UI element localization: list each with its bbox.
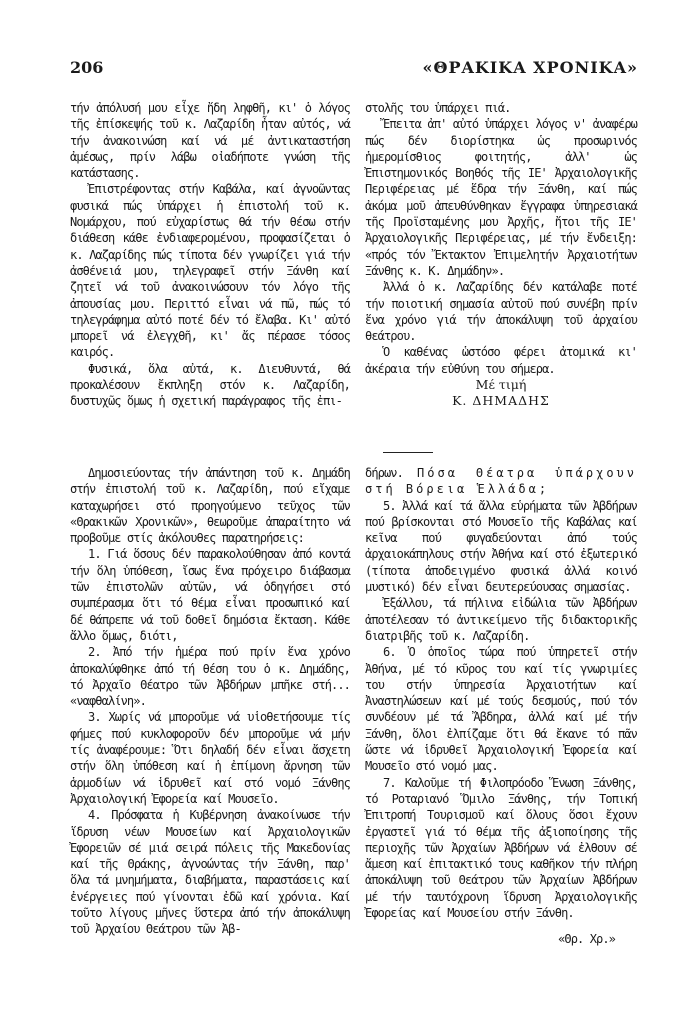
- editor-initials: «Θρ. Χρ.»: [558, 932, 615, 947]
- paragraph: 4. Πρόσφατα ἡ Κυβέρνηση ἀνακοίνωσε τήν ἵδρυση νέων Μουσείων καί Ἀρχαιολογικῶν Ἐφορειῶν σέ μιά σειρά πόλεις τῆς Μακεδονίας καί τῆς Θράκης, ἀγνοώντας τήν Ξάνθη, παρ' ὅλα τά μνημήματα, διαβήματα, παραστάσεις καί ἐνέργειες πού γίνονται ἐδῶ καί χρόνια. Καί τοῦτο λίγους μῆνες ὕστερα ἀπό τήν ἀποκάλυψη τοῦ Ἀρχαίου Θεάτρου τῶν Ἀβ-: [70, 808, 350, 937]
- paragraph: Ὁ καθένας ὡστόσο φέρει ἀτομικά κι' ἀκέραια τήν εὐθύνη του σήμερα.: [365, 345, 637, 376]
- paragraph: Ἔπειτα ἀπ' αὐτό ὑπάρχει λόγος ν' ἀναφέρω πώς δέν διορίστηκα ὡς προσωρινός ἡμερομίσθιος φοιτητής, ἀλλ' ὡς Ἐπιστημονικός Βοηθός τῆς ΙΕ' Ἀρχαιολογικῆς Περιφέρειας μέ ἕδρα τήν Ξάνθη, καί πώς ἀκόμα μοῦ ἀπευθύνθηκαν ἔγγραφα ὑπηρεσιακά τῆς Προϊσταμένης μου Ἀρχῆς, ἤτοι τῆς ΙΕ' Ἀρχαιολογικῆς Περιφέρειας, μέ τήν ἔνδειξη: «πρός τόν Ἔκτακτον Ἐπιμελητήν Ἀρχαιοτήτων Ξάνθης κ. Κ. Δημάδην».: [365, 117, 637, 278]
- paragraph: Ἐξάλλου, τά πήλινα εἰδώλια τῶν Ἀβδήρων ἀποτέλεσαν τό ἀντικείμενο τῆς διδακτορικῆς διατριβῆς τοῦ κ. Λαζαρίδη.: [365, 596, 637, 643]
- paragraph: 7. Καλοῦμε τή Φιλοπρόοδο Ἕνωση Ξάνθης, τό Ροταριανό Ὅμιλο Ξάνθης, τήν Τοπική Ἐπιτροπή Τουρισμοῦ καί ὅλους ὅσοι ἔχουν ἐργαστεῖ γιά τό θέμα τῆς ἀξιοποίησης τῆς περιοχῆς τῶν Ἀρχαίων Ἀβδήρων νά ἐλθουν σέ ἄμεση καί ἐπιτακτικό τους καθῆκον τήν πλήρη ἀποκάλυψη τοῦ Θεάτρου τῶν Ἀρχαίων Ἀβδήρων μέ τήν ταυτόχρονη ἵδρυση Ἀρχαιολογικῆς Ἐφορείας καί Μουσείου στήν Ξάνθη.: [365, 775, 637, 921]
- journal-title: «ΘΡΑΚΙΚΑ ΧΡΟΝΙΚΑ»: [422, 58, 638, 77]
- paragraph: Φυσικά, ὅλα αὐτά, κ. Διευθυντά, θά προκαλέσουν ἔκπληξη στόν κ. Λαζαρίδη, δυστυχῶς ὅμως ἡ σχετική παράγραφος τῆς ἐπι-: [70, 361, 350, 409]
- paragraph: 3. Χωρίς νά μποροῦμε νά υἱοθετήσουμε τίς φήμες πού κυκλοφοροῦν δέν μποροῦμε νά μήν τίς ἀναφέρουμε: Ὅτι δηλαδή δέν εἶναι ἄσχετη στήν ὅλη ὑπόθεση καί ἡ ἐπίμονη ἄρνηση τῶν ἁρμοδίων νά ἱδρυθεῖ καί στό νομό Ξάνθης Ἀρχαιολογική Ἐφορεία καί Μουσεῖο.: [70, 710, 350, 806]
- paragraph: Δημοσιεύοντας τήν ἀπάντηση τοῦ κ. Δημάδη στήν ἐπιστολή τοῦ κ. Λαζαρίδη, πού εἴχαμε καταχωρήσει στό προηγούμενο τεῦχος τῶν «Θρακικῶν Χρονικῶν», θεωροῦμε ἀπαραίτητο νά προβοῦμε στίς ἀκόλουθες παρατηρήσεις:: [70, 466, 350, 546]
- section-divider: [383, 452, 433, 453]
- paragraph: στολῆς του ὑπάρχει πιά.: [365, 101, 511, 115]
- running-header: [58, 58, 638, 82]
- paragraph: τήν ἀπόλυσή μου εἶχε ἤδη ληφθῆ, κι' ὁ λόγος τῆς ἐπίσκεψής τοῦ κ. Λαζαρίδη ἦταν αὐτός, νά τήν ἀνακοινώση καί νά μέ ἀντικαταστήση ἀμέσως, πρίν λάβω οἰαδήποτε γνώση τῆς κατάστασης.: [70, 101, 350, 181]
- continuation-word: δήρων.: [365, 466, 403, 480]
- paragraph: 1. Γιά ὅσους δέν παρακολούθησαν ἀπό κοντά τήν ὅλη ὑπόθεση, ἴσως ἕνα πρόχειρο διάβασμα τῶν ἐπιστολῶν αὐτῶν, νά ὁδηγήσει στό συμπέρασμα ὅτι τό θέμα εἶναι προσωπικό καί δέ θάπρεπε νά τοῦ δοθεῖ δημόσια ἔκταση. Κάθε ἄλλο ὅμως, διότι,: [70, 547, 350, 643]
- closing-salutation: Μέ τιμή: [475, 377, 527, 393]
- paragraph: Ἐπιστρέφοντας στήν Καβάλα, καί ἀγνοῶντας φυσικά πώς ὑπάρχει ἡ ἐπιστολή τοῦ κ. Νομάρχου, πού εὐχαρίστως θά τήν θέσω στήν διάθεση κάθε ἐνδιαφερομένου, προφασίζεται ὁ κ. Λαζαρίδης πώς τίποτα δέν γνωρίζει γιά τήν ἀσθένειά μου, τηλεγραφεῖ στήν Ξάνθη καί ζητεῖ νά τοῦ ἀνακοινώσουν τόν λόγο τῆς ἀπουσίας μου. Περιττό εἶναι νά πῶ, πώς τό τηλεγράφημα αὐτό ποτέ δέν τό ἔλαβα. Κι' αὐτό μπορεῖ νά ἐλεγχθῆ, κι' ἄς πέρασε τόσος καιρός.: [70, 182, 350, 360]
- paragraph: 2. Ἀπό τήν ἡμέρα πού πρίν ἕνα χρόνο ἀποκαλύφθηκε ἀπό τή θέση του ὁ κ. Δημάδης, τό Ἀρχαῖο Θέατρο τῶν Ἀβδήρων μπῆκε στή... «ναφθαλίνη».: [70, 645, 350, 709]
- letter-right-column: [365, 100, 637, 410]
- reply-right-column: [365, 465, 637, 948]
- paragraph: 6. Ὁ ὁποῖος τώρα πού ὑπηρετεῖ στήν Ἀθήνα, μέ τό κῦρος του καί τίς γνωριμίες του στήν ὑπηρεσία Ἀρχαιοτήτων καί Ἀναστηλώσεων καί μέ τούς δεσμούς, πού τόν συνδέουν μέ τά Ἄβδηρα, ἀλλά καί μέ τήν Ξάνθη, ὅλοι ἐλπίζαμε ὅτι θά ἔκανε τό πᾶν ὥστε νά ἱδρυθεῖ Ἀρχαιολογική Ἐφορεία καί Μουσεῖο στό νομό μας.: [365, 645, 637, 774]
- letter-left-column: [70, 100, 350, 410]
- paragraph: 5. Ἀλλά καί τά ἄλλα εὑρήματα τῶν Ἀβδήρων πού βρίσκονται στό Μουσεῖο τῆς Καβάλας καί κεῖνα πού φυγαδεύονται ἀπό τούς ἀρχαιοκάπηλους στήν Ἀθήνα καί στό ἐξωτερικό (τίποτα ἀποδειγμένο φυσικά ἀλλά κοινό μυστικό) δέν εἶναι δευτερεύουσας σημασίας.: [365, 498, 637, 595]
- page-number: 206: [70, 58, 104, 77]
- paragraph-continuation: [365, 465, 637, 498]
- signature: Κ. ΔΗΜΑΔΗΣ: [452, 393, 550, 409]
- reply-left-column: [70, 465, 350, 938]
- paragraph: Ἀλλά ὁ κ. Λαζαρίδης δέν κατάλαβε ποτέ τήν ποιοτική σημασία αὐτοῦ πού συνέβη πρίν ἕνα χρόνο γιά τήν ἀποκάλυψη τοῦ ἀρχαίου θεάτρου.: [365, 280, 637, 344]
- emphasized-question: Πόσα Θέατρα ὑπάρχουν στή Βόρεια Ἑλλάδα;: [365, 466, 638, 497]
